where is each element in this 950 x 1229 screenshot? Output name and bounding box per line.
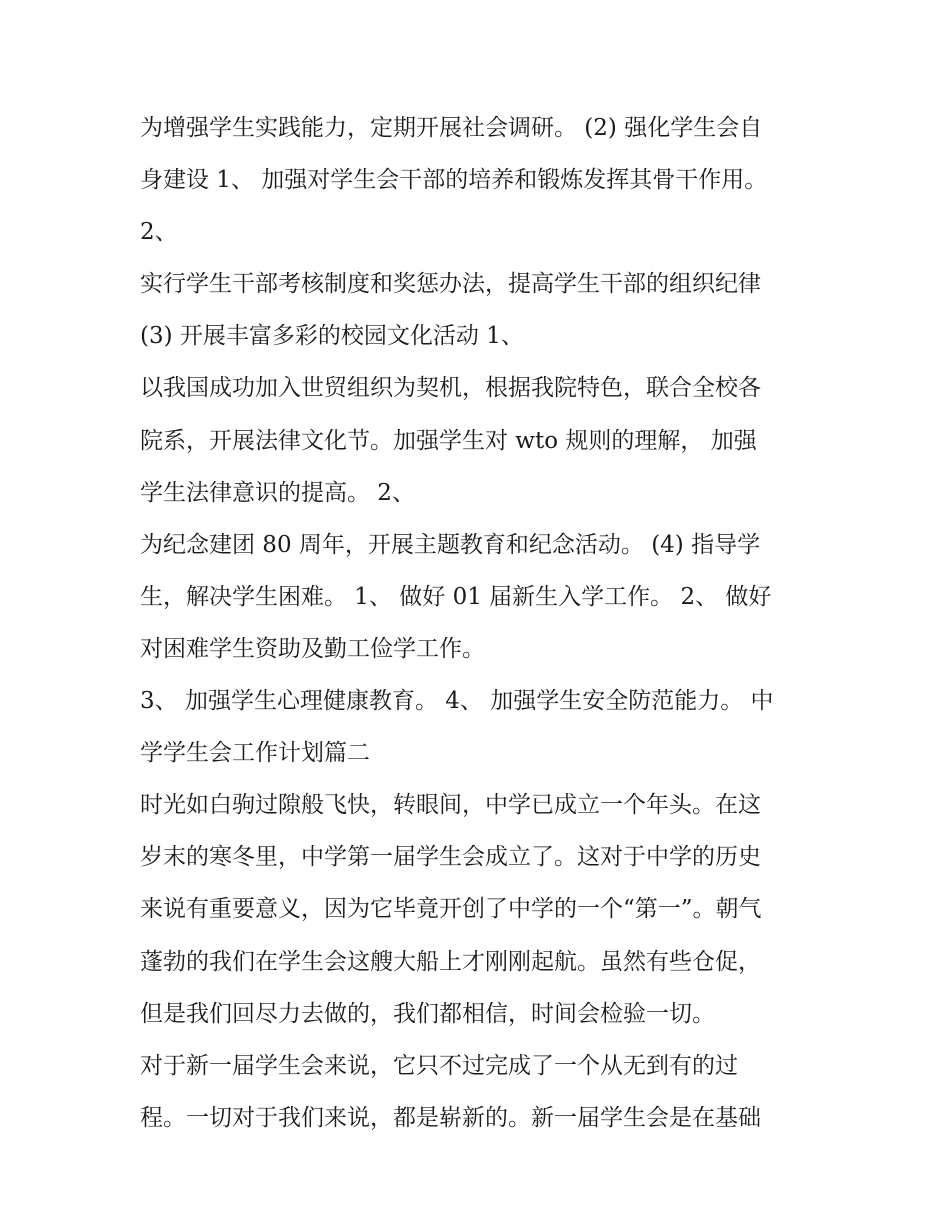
text-line: 时光如白驹过隙般飞快，转眼间，中学已成立一个年头。在这	[140, 792, 761, 819]
text-line: 蓬勃的我们在学生会这艘大船上才刚刚起航。虽然有些仓促，	[140, 948, 761, 975]
text-line: 但是我们回尽力去做的，我们都相信，时间会检验一切。	[140, 1000, 715, 1027]
text-line: 为增强学生实践能力，定期开展社会调研。 (2) 强化学生会自	[140, 115, 763, 141]
text-line: 生，解决学生困难。 1、 做好 01 届新生入学工作。 2、 做好	[140, 583, 772, 610]
text-line: 为纪念建团 80 周年，开展主题教育和纪念活动。 (4) 指导学	[140, 531, 761, 558]
section-heading: 学学生会工作计划篇二	[140, 740, 370, 767]
text-line: 实行学生干部考核制度和奖惩办法，提高学生干部的组织纪律	[140, 271, 761, 298]
text-line: 2、	[140, 219, 178, 246]
text-line: 3、 加强学生心理健康教育。 4、 加强学生安全防范能力。 中	[140, 688, 774, 715]
text-line: 院系，开展法律文化节。加强学生对 wto 规则的理解， 加强	[140, 427, 757, 454]
text-line: 学生法律意识的提高。 2、	[140, 479, 415, 506]
document-body	[140, 102, 820, 1144]
text-line: 对困难学生资助及勤工俭学工作。	[140, 635, 485, 662]
text-line: 身建设 1、 加强对学生会干部的培养和锻炼发挥其骨干作用。	[140, 167, 768, 194]
text-line: 以我国成功加入世贸组织为契机，根据我院特色，联合全校各	[140, 375, 761, 402]
text-line: (3) 开展丰富多彩的校园文化活动 1、	[140, 323, 524, 350]
text-line: 岁末的寒冬里，中学第一届学生会成立了。这对于中学的历史	[140, 844, 761, 871]
text-line: 对于新一届学生会来说，它只不过完成了一个从无到有的过	[140, 1052, 738, 1079]
text-line: 来说有重要意义，因为它毕竟开创了中学的一个“第一”。朝气	[140, 896, 762, 923]
text-line: 程。一切对于我们来说，都是崭新的。新一届学生会是在基础	[140, 1104, 761, 1131]
